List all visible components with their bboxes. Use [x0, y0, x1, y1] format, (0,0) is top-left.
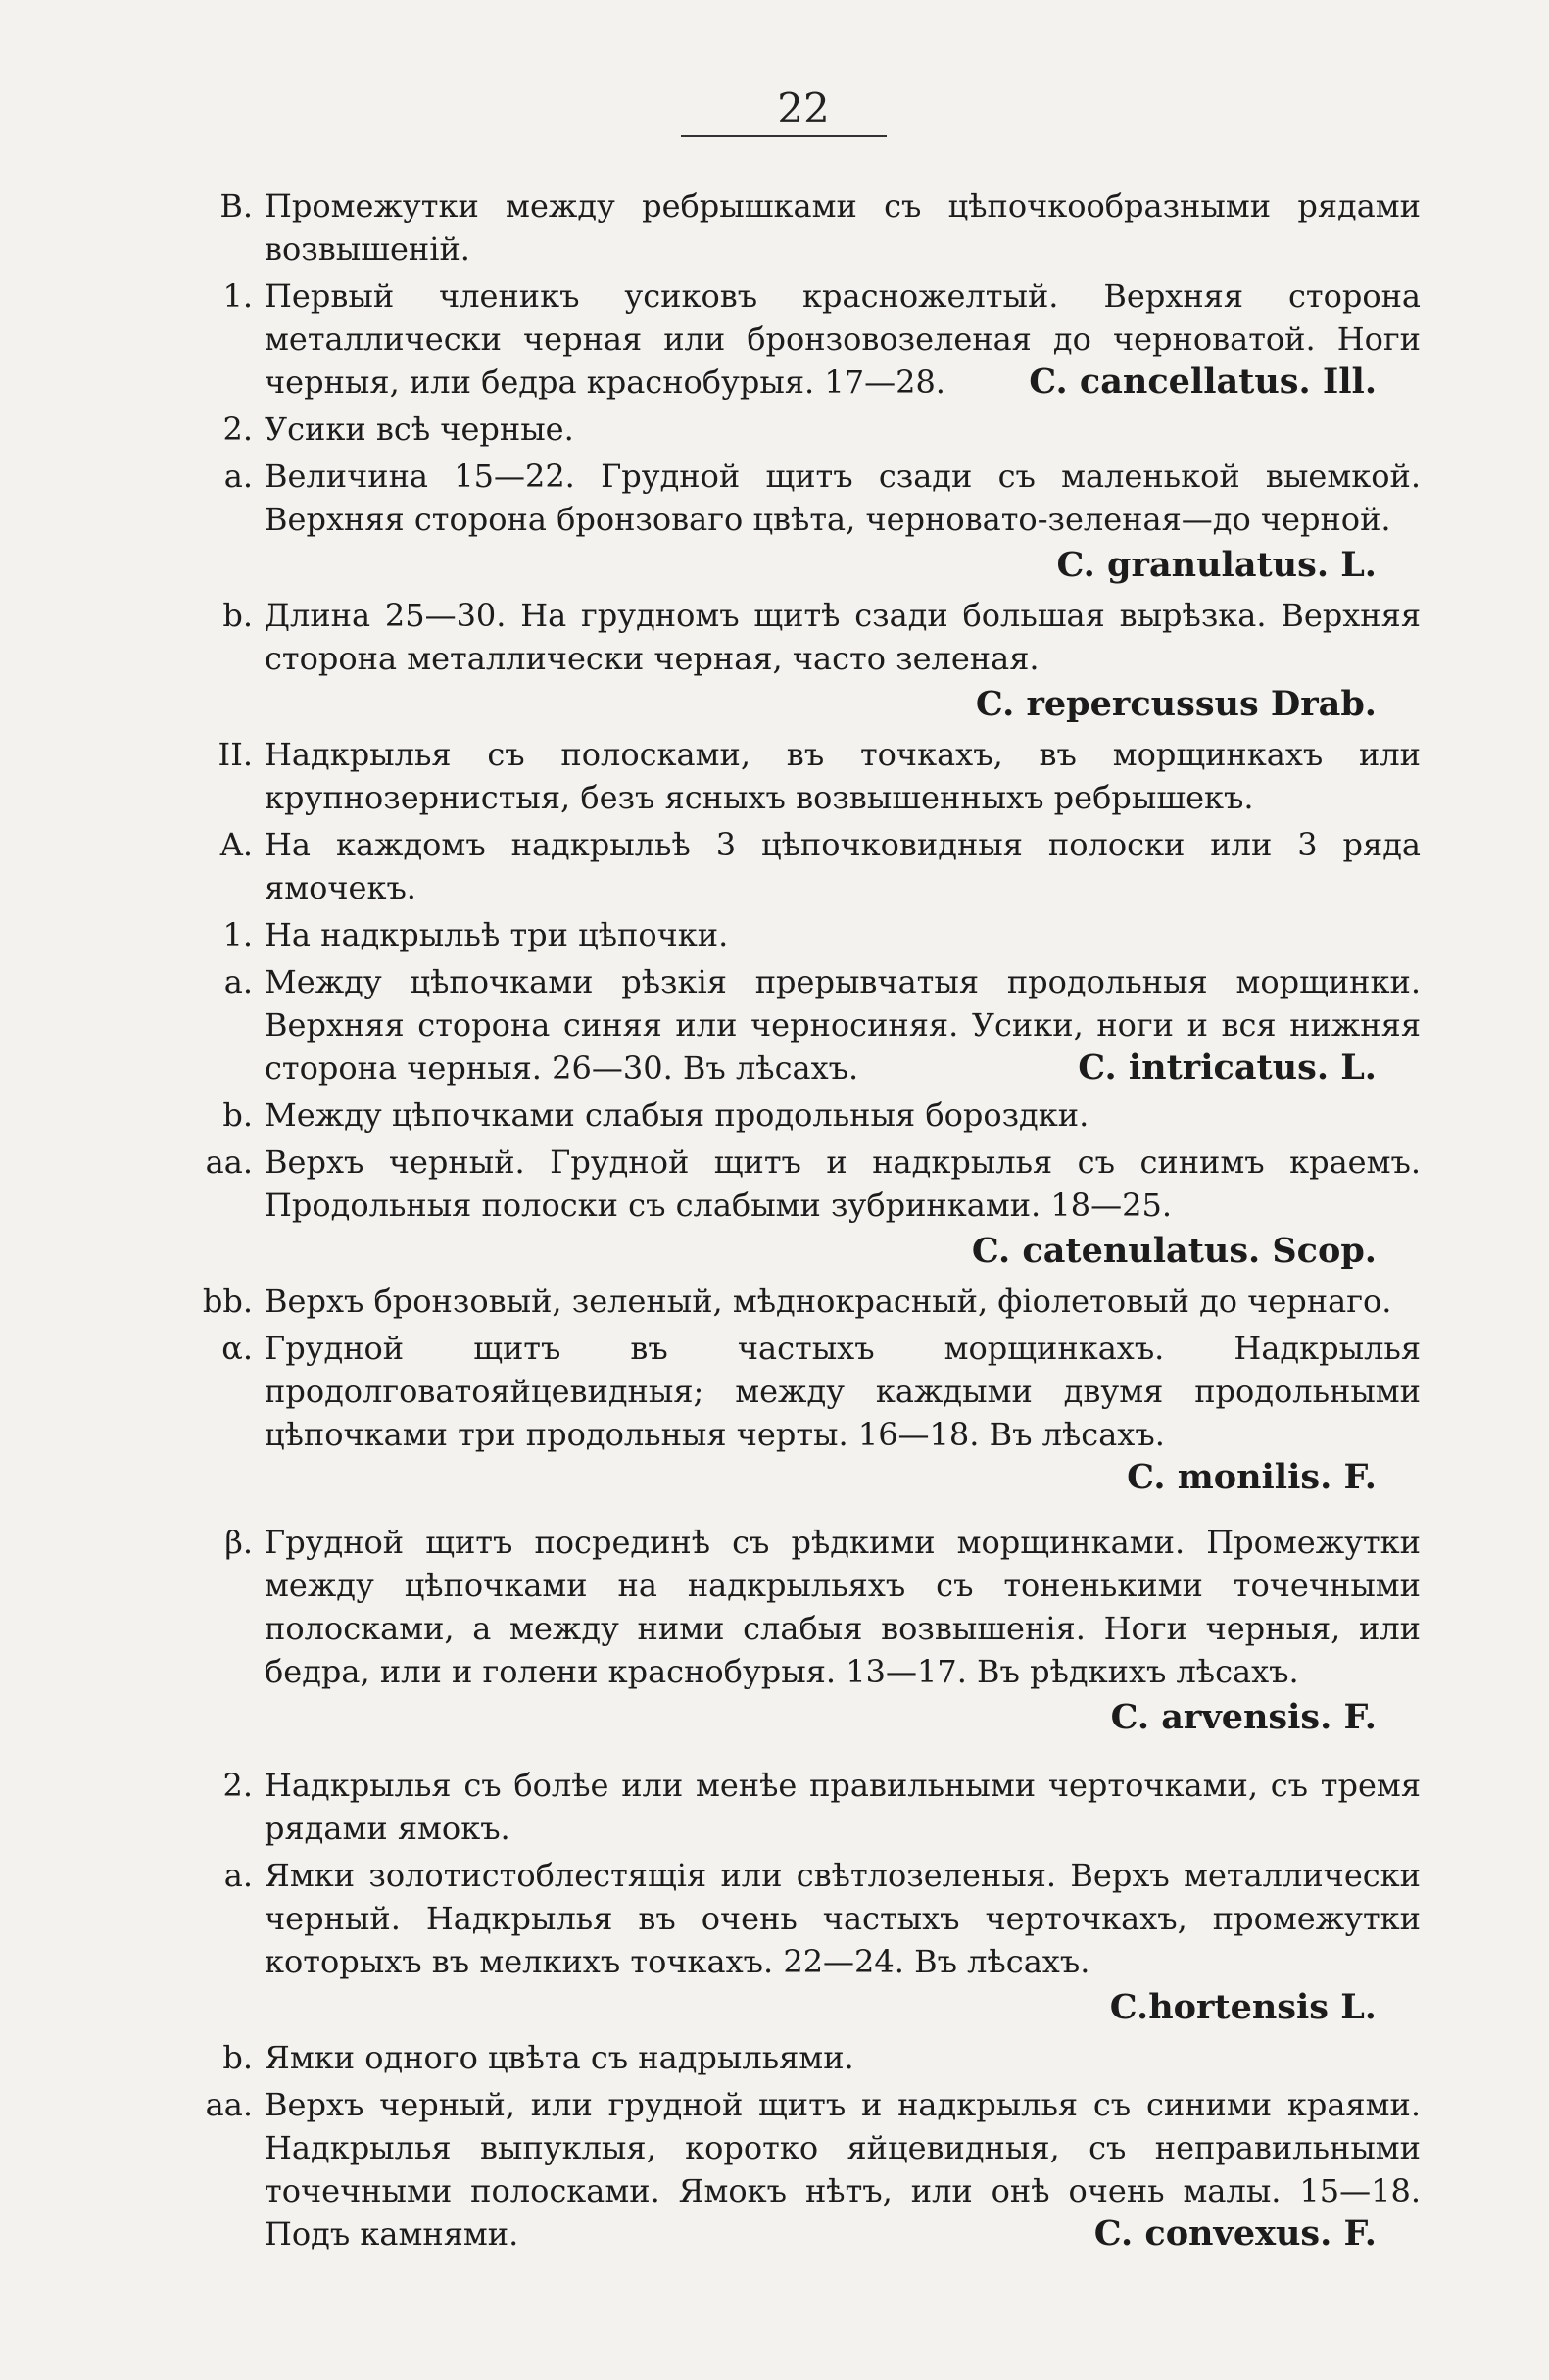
entry-text: Грудной щитъ посрединѣ съ рѣдкими морщинками. Промежутки между цѣпочками на надкрыльяхъ съ тоненькими точечными полосками, а между ними слабыя возвышенія. Ноги черныя, или бедра, или и голени краснобурыя. 13—17. Въ рѣдкихъ лѣсахъ. [265, 1524, 1421, 1690]
page-number-rule [681, 135, 887, 137]
entry-label: b. [222, 597, 253, 634]
entry-label: a. [223, 963, 253, 1000]
entry-label: α. [221, 1330, 253, 1367]
entry-label: a. [223, 1857, 253, 1894]
entry-text: На каждомъ надкрыльѣ 3 цѣпочковидныя полоски или 3 ряда ямочекъ. [265, 826, 1421, 906]
entry-text: Верхъ бронзовый, зеленый, мѣднокрасный, фіолетовый до чернаго. [265, 1283, 1392, 1320]
key-entry [186, 823, 1421, 909]
entry-text: Ямки одного цвѣта съ надрыльями. [265, 2039, 854, 2076]
entry-text: Надкрылья съ полосками, въ точкахъ, въ морщинкахъ или крупнозернистыя, безъ ясныхъ возвышенныхъ ребрышекъ. [265, 736, 1421, 816]
entry-text: Надкрылья съ болѣе или менѣе правильными черточками, съ тремя рядами ямокъ. [265, 1767, 1421, 1847]
entry-label: b. [222, 1096, 253, 1134]
entry-text: Усики всѣ черные. [265, 411, 574, 448]
key-entry [186, 1764, 1421, 1850]
entry-label: 2. [222, 411, 253, 448]
entry-label: II. [218, 736, 253, 773]
species-name: C. cancellatus. Ill. [1029, 362, 1377, 402]
key-entry [186, 1854, 1421, 2032]
entry-text: Величина 15—22. Грудной щитъ сзади съ маленькой выемкой. Верхняя сторона бронзоваго цвѣта, черновато-зеленая—до черной. [265, 458, 1421, 538]
entry-text: На надкрыльѣ три цѣпочки. [265, 916, 729, 953]
entry-label: 2. [222, 1767, 253, 1804]
entry-text: Верхъ черный. Грудной щитъ и надкрылья съ синимъ краемъ. Продольныя полоски съ слабыми зубринками. 18—25. [265, 1143, 1421, 1224]
species-name: C. granulatus. L. [1056, 545, 1377, 585]
entry-label: β. [224, 1524, 253, 1561]
species-name: C. convexus. F. [1093, 2213, 1377, 2254]
entry-label: A. [219, 826, 253, 863]
key-entry [186, 1327, 1421, 1499]
entry-text: Промежутки между ребрышками съ цѣпочкообразными рядами возвышеній. [265, 187, 1421, 267]
entry-label: 1. [222, 916, 253, 953]
key-entry [186, 1280, 1421, 1323]
key-entry [186, 733, 1421, 819]
entry-label: 1. [222, 277, 253, 315]
key-entry [186, 455, 1421, 590]
key-entry [186, 913, 1421, 956]
entry-text: Грудной щитъ въ частыхъ морщинкахъ. Надкрылья продолговатояйцевидныя; между каждыми двумя продольными цѣпочками три продольныя черты. 16—18. Въ лѣсахъ. [265, 1330, 1421, 1453]
entry-label: bb. [202, 1283, 253, 1320]
species-name: C. intricatus. L. [1078, 1047, 1377, 1088]
species-name: C. monilis. F. [1127, 1457, 1377, 1497]
key-entry [186, 2083, 1421, 2256]
entry-text: Первый членикъ усиковъ красножелтый. Верхняя сторона металлически черная или бронзовозеленая до черноватой. Ноги черныя, или бедра краснобурыя. 17—28. [265, 277, 1421, 401]
key-entry [186, 1141, 1421, 1276]
species-name: C. arvensis. F. [1110, 1697, 1377, 1737]
entry-label: a. [223, 458, 253, 495]
entry-label: aa. [205, 1143, 253, 1181]
key-entry [186, 2036, 1421, 2079]
entry-label: B. [219, 187, 253, 224]
species-name: C. repercussus Drab. [975, 684, 1377, 724]
key-entry [186, 274, 1421, 404]
key-entry [186, 1521, 1421, 1742]
page-number: 22 [777, 84, 830, 132]
entry-label: b. [222, 2039, 253, 2076]
entry-text: Между цѣпочками рѣзкія прерывчатыя продольныя морщинки. Верхняя сторона синяя или черносиняя. Усики, ноги и вся нижняя сторона черныя. 26—30. Въ лѣсахъ. [265, 963, 1421, 1087]
key-entries [186, 184, 1421, 2256]
key-entry [186, 1093, 1421, 1137]
key-entry [186, 594, 1421, 729]
entry-text: Ямки золотистоблестящія или свѣтлозеленыя. Верхъ металлически черный. Надкрылья въ очень частыхъ черточкахъ, промежутки которыхъ въ мелкихъ точкахъ. 22—24. Въ лѣсахъ. [265, 1857, 1421, 1980]
species-name: C.hortensis L. [1109, 1987, 1377, 2027]
species-name: C. catenulatus. Scop. [971, 1231, 1377, 1271]
key-entry [186, 408, 1421, 451]
entry-text: Между цѣпочками слабыя продольныя бороздки. [265, 1096, 1089, 1134]
entry-text: Длина 25—30. На грудномъ щитѣ сзади большая вырѣзка. Верхняя сторона металлически черная, часто зеленая. [265, 597, 1421, 677]
key-entry [186, 184, 1421, 270]
entry-text: Верхъ черный, или грудной щитъ и надкрылья съ синими краями. Надкрылья выпуклыя, коротко яйцевидныя, съ неправильными точечными полосками. Ямокъ нѣтъ, или онѣ очень малы. 15—18. Подъ камнями. [265, 2086, 1421, 2253]
entry-label: aa. [205, 2086, 253, 2123]
key-entry [186, 960, 1421, 1090]
